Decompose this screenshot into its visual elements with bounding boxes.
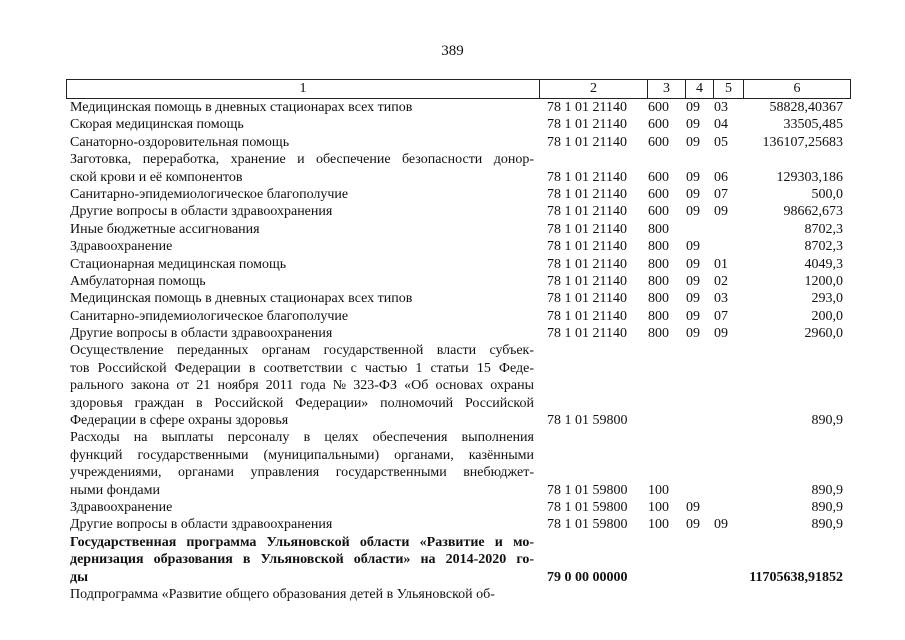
row-code: 78 1 01 59800	[547, 413, 628, 429]
description-line: рального закона от 21 ноября 2011 года № 323-ФЗ «Об основах охраны	[70, 378, 534, 394]
table-row	[66, 186, 851, 203]
description-line: Медицинская помощь в дневных стационарах всех типов	[70, 100, 413, 115]
row-code: 78 1 01 59800	[547, 517, 628, 533]
row-description	[70, 221, 534, 238]
description-line: Стационарная медицинская помощь	[70, 256, 287, 272]
header-col-4: 4	[685, 80, 713, 98]
row-amount: 200,0	[811, 308, 843, 324]
table-row	[66, 256, 851, 273]
row-description	[70, 151, 534, 186]
table-row	[66, 586, 851, 603]
row-code: 79 0 00 00000	[547, 569, 628, 585]
table-row	[66, 516, 851, 533]
row-amount: 293,0	[811, 291, 843, 307]
row-col-3: 600	[648, 169, 669, 185]
row-code: 78 1 01 21140	[547, 169, 627, 185]
row-code: 78 1 01 21140	[547, 239, 627, 255]
row-col-5: 09	[714, 204, 728, 220]
row-code: 78 1 01 21140	[547, 326, 627, 342]
row-amount: 33505,485	[783, 117, 843, 133]
description-line: учреждениями, органами управления государственными внебюджет-	[70, 465, 534, 481]
description-line: Здравоохранение	[70, 239, 173, 255]
row-col-3: 100	[648, 500, 669, 516]
row-description	[70, 429, 534, 499]
description-line: Санаторно-оздоровительная помощь	[70, 134, 290, 150]
row-col-3: 800	[648, 239, 669, 255]
row-description	[70, 273, 534, 290]
row-code: 78 1 01 21140	[547, 134, 627, 150]
description-line: Государственная программа Ульяновской области «Развитие и мо-	[70, 534, 534, 550]
table-row	[66, 151, 851, 186]
row-col-3: 800	[648, 256, 669, 272]
description-line: Другие вопросы в области здравоохранения	[70, 204, 333, 220]
description-line: Расходы на выплаты персоналу в целях обеспечения выполнения	[70, 430, 534, 446]
row-col-3: 600	[648, 99, 669, 115]
row-description	[70, 290, 534, 307]
row-col-4: 09	[686, 308, 700, 324]
table-row	[66, 221, 851, 238]
row-code: 78 1 01 21140	[547, 186, 627, 202]
description-line: ными фондами	[70, 482, 161, 498]
row-description	[70, 186, 534, 203]
row-col-3: 100	[648, 482, 669, 498]
table-row	[66, 499, 851, 516]
description-line: Медицинская помощь в дневных стационарах всех типов	[70, 291, 413, 307]
row-amount: 129303,186	[776, 169, 843, 185]
description-line: Здравоохранение	[70, 500, 173, 516]
row-code: 78 1 01 21140	[547, 204, 627, 220]
row-code: 78 1 01 21140	[547, 99, 627, 115]
row-col-5: 09	[714, 326, 728, 342]
row-code: 78 1 01 21140	[547, 291, 627, 307]
row-description	[70, 342, 534, 429]
row-col-5: 03	[714, 291, 728, 307]
row-amount: 890,9	[811, 482, 843, 498]
row-description	[70, 534, 534, 586]
row-description	[70, 256, 534, 273]
row-col-3: 600	[648, 204, 669, 220]
row-description	[70, 516, 534, 533]
row-col-4: 09	[686, 500, 700, 516]
table-row	[66, 429, 851, 499]
table-row	[66, 99, 851, 116]
row-description	[70, 325, 534, 342]
row-col-3: 800	[648, 273, 669, 289]
row-code: 78 1 01 21140	[547, 117, 627, 133]
description-line: Санитарно-эпидемиологическое благополучие	[70, 186, 349, 202]
row-col-3: 800	[648, 291, 669, 307]
header-col-5: 5	[713, 80, 743, 98]
row-description	[70, 586, 534, 603]
row-col-4: 09	[686, 273, 700, 289]
row-amount: 11705638,91852	[749, 569, 843, 585]
table-body	[66, 99, 851, 603]
row-col-4: 09	[686, 117, 700, 133]
row-col-4: 09	[686, 204, 700, 220]
header-col-1: 1	[299, 81, 307, 96]
table-row	[66, 325, 851, 342]
row-col-3: 800	[648, 308, 669, 324]
row-col-5: 06	[714, 169, 728, 185]
table-row	[66, 273, 851, 290]
row-col-4: 09	[686, 99, 700, 115]
row-col-4: 09	[686, 291, 700, 307]
header-col-6: 6	[743, 80, 850, 98]
description-line: Иные бюджетные ассигнования	[70, 221, 260, 237]
row-col-3: 100	[648, 517, 669, 533]
row-description	[70, 134, 534, 151]
description-line: Подпрограмма «Развитие общего образования детей в Ульяновской об-	[70, 587, 495, 603]
description-line: Другие вопросы в области здравоохранения	[70, 326, 333, 342]
row-col-4: 09	[686, 169, 700, 185]
row-description	[70, 99, 534, 116]
description-line: Заготовка, переработка, хранение и обеспечение безопасности донор-	[70, 152, 534, 168]
description-line: здоровья граждан в Российской Федерации» полномочий Российской	[70, 395, 534, 411]
row-description	[70, 499, 534, 516]
table-row	[66, 342, 851, 429]
budget-table	[66, 79, 851, 603]
row-col-4: 09	[686, 239, 700, 255]
row-col-3: 600	[648, 186, 669, 202]
row-col-3: 600	[648, 134, 669, 150]
row-col-4: 09	[686, 517, 700, 533]
row-amount: 500,0	[811, 186, 843, 202]
table-header	[66, 79, 851, 99]
header-col-2: 2	[539, 80, 647, 98]
row-description	[70, 238, 534, 255]
table-row	[66, 534, 851, 586]
row-col-5: 09	[714, 517, 728, 533]
description-line: Скорая медицинская помощь	[70, 117, 244, 133]
row-col-5: 01	[714, 256, 728, 272]
row-description	[70, 308, 534, 325]
row-amount: 890,9	[811, 517, 843, 533]
header-col-3: 3	[647, 80, 685, 98]
table-row	[66, 308, 851, 325]
row-col-4: 09	[686, 134, 700, 150]
row-amount: 1200,0	[804, 273, 843, 289]
description-line: ской крови и её компонентов	[70, 169, 243, 185]
row-col-5: 07	[714, 308, 728, 324]
row-col-5: 03	[714, 99, 728, 115]
row-code: 78 1 01 21140	[547, 221, 627, 237]
row-col-5: 07	[714, 186, 728, 202]
row-col-4: 09	[686, 256, 700, 272]
table-row	[66, 116, 851, 133]
table-row	[66, 134, 851, 151]
row-col-3: 800	[648, 221, 669, 237]
row-amount: 890,9	[811, 500, 843, 516]
row-amount: 58828,40367	[769, 99, 843, 115]
description-line: Амбулаторная помощь	[70, 273, 206, 289]
row-amount: 2960,0	[804, 326, 843, 342]
row-code: 78 1 01 59800	[547, 500, 628, 516]
description-line: тов Российской Федерации в соответствии с частью 1 статьи 15 Феде-	[70, 360, 534, 376]
row-code: 78 1 01 21140	[547, 256, 627, 272]
row-amount: 4049,3	[804, 256, 843, 272]
description-line: Другие вопросы в области здравоохранения	[70, 517, 333, 533]
table-row	[66, 203, 851, 220]
row-amount: 8702,3	[804, 221, 843, 237]
row-code: 78 1 01 21140	[547, 308, 627, 324]
row-col-5: 05	[714, 134, 728, 150]
row-col-5: 04	[714, 117, 728, 133]
row-code: 78 1 01 21140	[547, 273, 627, 289]
row-col-5: 02	[714, 273, 728, 289]
description-line: функций государственными (муниципальными) органами, казёнными	[70, 447, 534, 463]
row-code: 78 1 01 59800	[547, 482, 628, 498]
row-amount: 98662,673	[783, 204, 843, 220]
table-row	[66, 290, 851, 307]
row-col-3: 600	[648, 117, 669, 133]
row-col-3: 800	[648, 326, 669, 342]
page-number: 389	[441, 43, 464, 59]
row-amount: 890,9	[811, 413, 843, 429]
row-col-4: 09	[686, 326, 700, 342]
row-description	[70, 116, 534, 133]
description-line: ды	[70, 569, 89, 585]
description-line: Осуществление переданных органам государственной власти субъек-	[70, 343, 534, 359]
table-row	[66, 238, 851, 255]
description-line: Федерации в сфере охраны здоровья	[70, 413, 289, 429]
row-description	[70, 203, 534, 220]
description-line: Санитарно-эпидемиологическое благополучие	[70, 308, 349, 324]
row-amount: 136107,25683	[762, 134, 843, 150]
row-amount: 8702,3	[804, 239, 843, 255]
description-line: дернизация образования в Ульяновской области» на 2014-2020 го-	[70, 552, 534, 568]
row-col-4: 09	[686, 186, 700, 202]
